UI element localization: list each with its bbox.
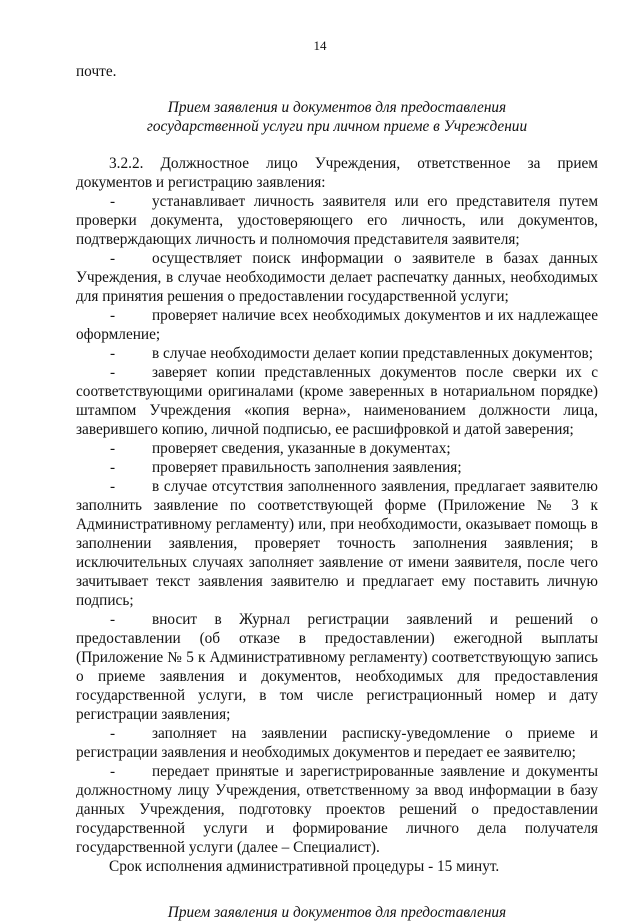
duty-item-text: в случае необходимости делает копии представленных документов; [152, 345, 594, 362]
duty-item-text: проверяет правильность заполнения заявления; [152, 459, 462, 476]
duty-item-text: вносит в Журнал регистрации заявлений и решений о предоставлении (об отказе в предоставлении) ежегодной выплаты (Приложение № 5 к Административному регламенту) соответствующую запись о приеме заявления и документов, необходимых для предоставления государственной услуги, в том числе регистрационный номер и дату регистрации заявления; [76, 611, 598, 723]
page-number: 14 [313, 38, 327, 53]
document-body [76, 62, 598, 922]
intro-line: почте. [76, 63, 117, 80]
duty-item [76, 724, 598, 762]
duty-item [76, 363, 598, 439]
list-dash: - [110, 345, 116, 362]
deadline-text: Срок исполнения административной процедуры - 15 минут. [109, 858, 500, 875]
duty-item-text: осуществляет поиск информации о заявителе в базах данных Учреждения, в случае необходимости делает распечатку данных, необходимых для принятия решения о предоставлении государственной услуги; [76, 250, 598, 305]
list-dash: - [110, 364, 116, 381]
duty-item [76, 249, 598, 306]
duty-item-text: заверяет копии представленных документов после сверки их с соответствующими оригиналами (кроме заверенных в нотариальном порядке) штампом Учреждения «копия верна», наименованием должности лица, заверившего копию, личной подписью, ее расшифровкой и датой заверения; [76, 364, 598, 438]
section-heading [76, 98, 598, 136]
list-dash: - [110, 440, 116, 457]
list-dash: - [110, 307, 116, 324]
list-dash: - [110, 459, 116, 476]
duty-item-text: передает принятые и зарегистрированные заявление и документы должностному лицу Учреждения, ответственному за ввод информации в базу данных Учреждения, подготовку проектов решений о предоставлении государственной услуги и формирование личного дела получателя государственной услуги (далее – Специалист). [76, 763, 598, 856]
list-dash: - [110, 763, 116, 780]
section-heading-line-1: Прием заявления и документов для предоставления [167, 99, 507, 116]
duty-item [76, 439, 598, 458]
list-dash: - [110, 193, 116, 210]
duty-item-text: проверяет сведения, указанные в документах; [152, 440, 451, 457]
duty-item-text: проверяет наличие всех необходимых документов и их надлежащее оформление; [76, 307, 598, 343]
duty-item [76, 610, 598, 724]
duty-item-text: устанавливает личность заявителя или его представителя путем проверки документа, удостоверяющего его личность, или документов, подтверждающих личность и полномочия представителя заявителя; [76, 193, 598, 248]
duty-item-text: в случае отсутствия заполненного заявления, предлагает заявителю заполнить заявление по соответствующей форме (Приложение № 3 к Административному регламенту) или, при необходимости, оказывает помощь в заполнении заявления, проверяет точность заполнения заявления; в исключительных случаях заполняет заявление от имени заявителя, после чего зачитывает текст заявления заявителю и предлагает ему поставить личную подпись; [76, 478, 598, 609]
duty-item [76, 192, 598, 249]
section-heading-line-2: государственной услуги при личном приеме в Учреждении [146, 118, 528, 135]
list-dash: - [110, 250, 116, 267]
list-dash: - [110, 725, 116, 742]
duty-item [76, 458, 598, 477]
clause-3-2-2: 3.2.2. Должностное лицо Учреждения, ответственное за прием документов и регистрацию заявления: [76, 155, 598, 191]
duty-item-text: заполняет на заявлении расписку-уведомление о приеме и регистрации заявления и необходимых документов и передает ее заявителю; [76, 725, 598, 761]
list-dash: - [110, 611, 116, 628]
next-section-heading: Прием заявления и документов для предоставления [167, 904, 507, 921]
duties-list [76, 192, 598, 857]
list-dash: - [110, 478, 116, 495]
duty-item [76, 344, 598, 363]
duty-item [76, 306, 598, 344]
duty-item [76, 477, 598, 610]
duty-item [76, 762, 598, 857]
